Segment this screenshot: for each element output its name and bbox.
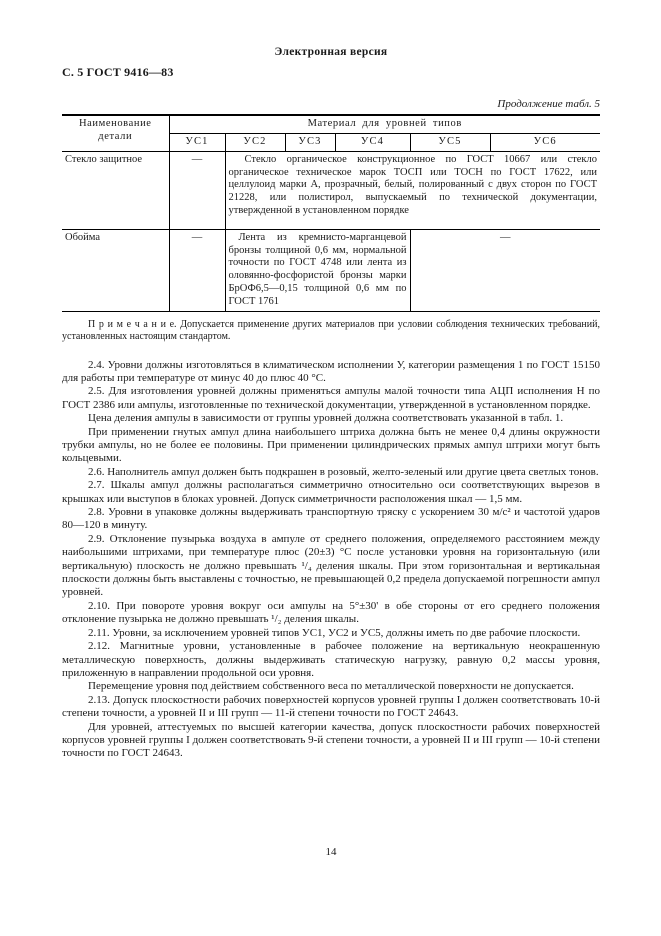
clause-2-5: 2.5. Для изготовления уровней должны применяться ампулы малой точности типа АЦП исполнения Н по ГОСТ 2386 или ампулы, изготовленные по технической документации, утвержденной в установленном порядке. (62, 385, 600, 411)
table-caption: Продолжение табл. 5 (497, 98, 600, 110)
column-header-us4: УС4 (335, 133, 410, 151)
table-row-protective-glass (62, 151, 600, 229)
materials-table (62, 114, 600, 312)
clause-2-11: 2.11. Уровни, за исключением уровней типов УС1, УС2 и УС5, должны иметь по две рабочие плоскости. (88, 626, 581, 639)
page-content (62, 0, 600, 761)
table-header-row-1 (62, 115, 600, 133)
electronic-version-label: Электронная версия (274, 46, 388, 58)
clause-2-9: 2.9. Отклонение пузырька воздуха в ампуле от среднего положения, определяемого расстоянием между наибольшими штрихами, при температуре плюс (20±3) °С после установки уровня на горизонтальную (или вертикальную) плоскость не должно превышать ¹/₄ деления шкалы. При этом горизонтальная и вертикальная плоскости должны быть выставлены с точностью, не превышающей 0,2 предела допускаемой погрешности ампул уровней. (62, 532, 600, 599)
clause-2-12: 2.12. Магнитные уровни, установленные в рабочее положение на вертикальную неокрашенную металлическую поверхность, должны выдерживать статическую нагрузку, равную 0,2 массы уровня, приложенную в направлении продольной оси уровня. (62, 640, 600, 679)
clause-2-8: 2.8. Уровни в упаковке должны выдерживать транспортную тряску с ускорением 30 м/с² и частотой ударов 80—120 в минуту. (62, 506, 600, 532)
part-name-cell: Обойма (62, 229, 169, 311)
clause-2-7: 2.7. Шкалы ампул должны располагаться симметрично относительно оси соответствующих вырезов в крышках или выступов в блоках уровней. Допуск симметричности расположения шкал — 1,5 мм. (62, 479, 600, 505)
clause-2-13: 2.13. Допуск плоскостности рабочих поверхностей корпусов уровней группы I должен соответствовать 10-й степени точности, а уровней II и III групп — 11-й степени точности по ГОСТ 24643. (62, 693, 600, 720)
table-row-cage (62, 229, 600, 311)
us1-value-cell: — (169, 151, 225, 229)
clause-2-5-bent-ampoules: При применении гнутых ампул длина наибольшего штриха должна быть не менее 0,4 длины окружности трубки ампулы, но не более ее половины. При применении цилиндрических прямых ампул штрихи могут быть кольцевыми. (62, 425, 600, 465)
material-description-cell: Лента из кремнисто-марганцевой бронзы толщиной 0,6 мм, нормальной точности по ГОСТ 4748 или лента из оловянно-фосфористой бронзы марки БрОФ6,5—0,15 толщиной 0,6 мм по ГОСТ 1761 (225, 229, 410, 311)
material-description-cell: Стекло органическое конструкционное по ГОСТ 10667 или стекло органическое техническое марок ТОСП или ТОСН по ГОСТ 17622, или целлулоид марки А, прозрачный, белый, полированный с двух сторон по ГОСТ 21228, или полистирол, выпускаемый по технической документации, утвержденной в установленном порядке (225, 151, 600, 229)
column-header-us3: УС3 (285, 133, 335, 151)
clauses-block (62, 359, 600, 761)
clause-2-10: 2.10. При повороте уровня вокруг оси ампулы на 5°±30' в обе стороны от его среднего положения отклонение пузырька не должно превышать ¹/₂ деления шкалы. (62, 599, 600, 626)
table-note: П р и м е ч а н и е. Допускается применение других материалов при условии соблюдения технических требований, установленных настоящим стандартом. (62, 318, 600, 343)
clause-2-6: 2.6. Наполнитель ампул должен быть подкрашен в розовый, желто-зеленый или другие цвета светлых тонов. (88, 465, 599, 478)
clause-2-12-movement: Перемещение уровня под действием собственного веса по металлической поверхности не допускается. (88, 680, 574, 693)
column-header-us5: УС5 (410, 133, 490, 151)
page-number: 14 (325, 846, 337, 858)
column-header-us1: УС1 (169, 133, 225, 151)
part-name-cell: Стекло защитное (62, 151, 169, 229)
column-header-us6: УС6 (490, 133, 600, 151)
clause-2-13-highest-category: Для уровней, аттестуемых по высшей категории качества, допуск плоскостности рабочих поверхностей корпусов уровней группы I должен соответствовать 9-й степени точности, а уровней II и III групп — 10-й степени точности по ГОСТ 24643. (62, 720, 600, 760)
column-header-part-name: Наименование детали (62, 115, 169, 151)
column-header-material-group: Материал для уровней типов (169, 115, 600, 133)
standard-reference: С. 5 ГОСТ 9416—83 (62, 65, 174, 79)
clause-2-4: 2.4. Уровни должны изготовляться в климатическом исполнении У, категории размещения 1 по ГОСТ 15150 для работы при температуре от минус 40 до плюс 40 °С. (62, 358, 600, 384)
column-header-us2: УС2 (225, 133, 285, 151)
us1-value-cell: — (169, 229, 225, 311)
us5-us6-value-cell: — (410, 229, 600, 311)
clause-2-5-division-value: Цена деления ампулы в зависимости от группы уровней должна соответствовать указанной в табл. 1. (88, 412, 564, 425)
